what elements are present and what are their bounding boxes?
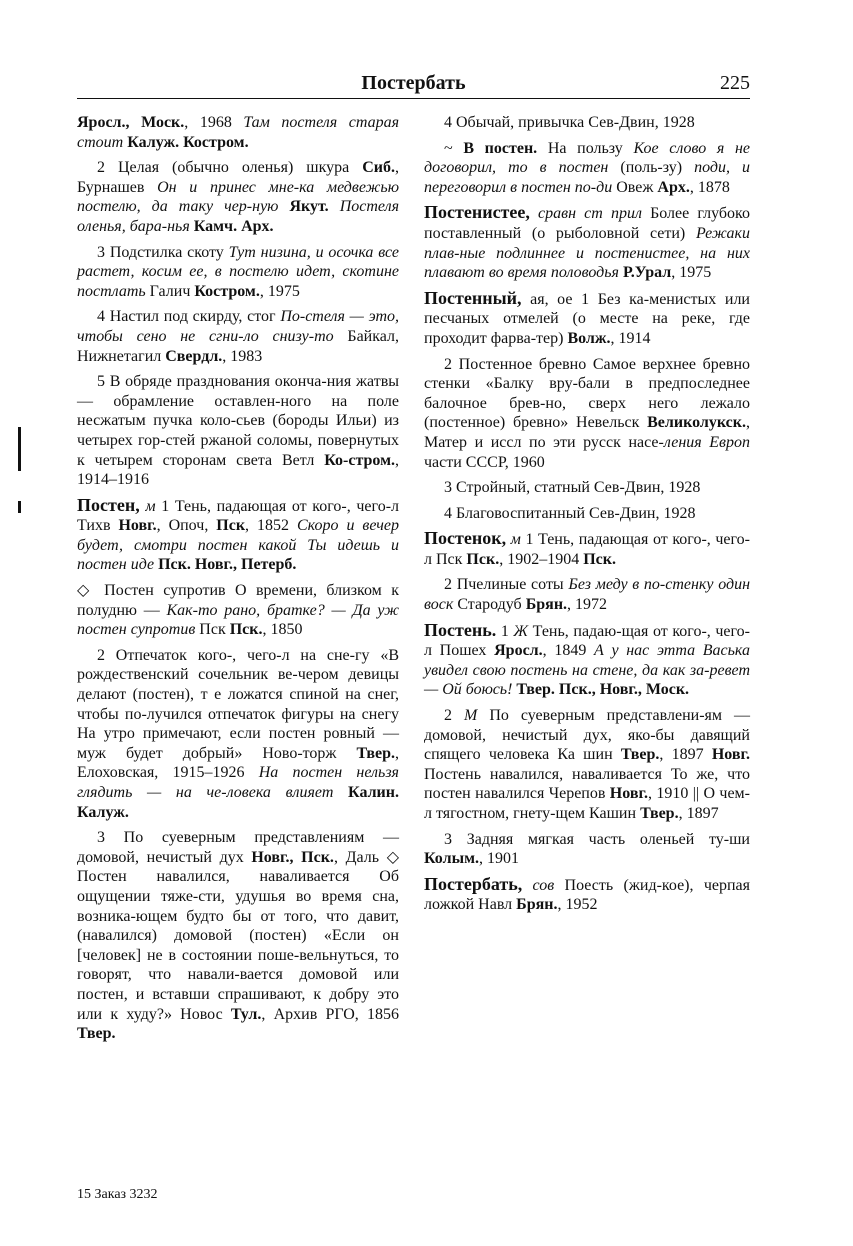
entry-paragraph: 5 В обряде празднования оконча-ния жатвы — обрамление оставлен-ного на поле несжатым пучка коло-сьев (бороды Ильи) из четырех гор-стей ржаной соломы, повернутых к четырем сторонам света Ветл Ко-стром., 1914–1916 — [77, 373, 399, 489]
entry-paragraph: 3 Стройный, статный Сев-Двин, 1928 — [444, 479, 701, 497]
page-footer: 15 Заказ 3232 — [77, 1187, 158, 1202]
entry-paragraph: 2 Постенное бревно Самое верхнее бревно стенки «Балку вру-бали в предпоследнее балочное брев-но, сверх него лежало (постенное) бревно» Невельск Великолукск., Матер и иссл по эти русск насе-ления Европ части СССР, 1960 — [424, 355, 750, 471]
headword-entry: Постербать, сов Поесть (жид-кое), черпая ложкой Навл Брян., 1952 — [424, 873, 751, 914]
entry-paragraph: 4 Настил под скирду, стог По-стеля — это, чтобы сено не сгни-ло снизу-то Байкал, Нижнетагил Свердл., 1983 — [77, 308, 400, 365]
page-number: 225 — [720, 72, 750, 94]
entry-paragraph: 4 Обычай, привычка Сев-Двин, 1928 — [444, 114, 695, 131]
running-head-title: Постербать — [361, 72, 466, 94]
headword-entry: Постенный, ая, ое 1 Без ка-менистых или песчаных отмелей (о месте на реке, где проходит фарва-тер) Волж., 1914 — [424, 287, 750, 347]
margin-mark — [18, 427, 21, 471]
headword-entry: Постенистее, сравн ст прил Более глубоко поставленный (о рыболовной сети) Режаки плав-ные подлиннее и постенистее, на них плавают во время половодья Р.Урал, 1975 — [424, 202, 750, 282]
header-rule — [77, 98, 750, 99]
entry-paragraph: 2 М По суеверным представлени-ям — домовой, нечистый дух, яко-бы давящий спящего человека Ка шин Твер., 1897 Новг. Постень навалился, наваливается То же, что постен навалился Черепов Новг., 1910 || О чем-л тягостном, гнету-щем Кашин Твер., 1897 — [424, 707, 751, 822]
margin-mark — [18, 501, 21, 513]
entry-paragraph: 3 По суеверным представлениям — домовой, нечистый дух Новг., Пск., Даль ◇ Постен навалился, наваливается Об ощущении тяже-сти, удушья во время сна, возника-ющем будто бы от того, что давит, (навалился) домовой (постен) «Если он [человек] не в состоянии поше-вельнуться, то говорят, что навали-вается домовой или постен, и вставши спрашивают, к добру это или к худу?» Новос Тул., Архив РГО, 1856 Твер. — [77, 829, 399, 1043]
entry-paragraph: ~ В постен. На пользу Кое слово я не договорил, то в постен (поль-зу) поди, и переговорил в постен по-ди Овеж Арх., 1878 — [424, 139, 751, 196]
entry-paragraph: 2 Отпечаток кого-, чего-л на сне-гу «В рождественский сочельник ве-чером девицы делают (постен), т е ложатся спиной на снег, чтобы по-лучился отпечаток фигуры на снегу На утро примечают, если постен ровный — муж будет добрый» Ново-торж Твер., Елоховская, 1915–1926 На постен нельзя глядить — на че-ловека влияет Калин. Калуж. — [77, 646, 399, 821]
entry-paragraph: 2 Целая (обычно оленья) шкура Сиб., Бурнашев Он и принес мне-ка медвежью постелю, да таку чер-ную Якут. Постеля оленья, бара-нья Камч. Арх. — [77, 159, 400, 235]
left-column — [77, 113, 399, 1050]
page-header — [77, 70, 750, 98]
entry-paragraph: 4 Благовоспитанный Сев-Двин, 1928 — [444, 504, 696, 522]
entry-paragraph: 2 Пчелиные соты Без меду в по-стенку один воск Стародуб Брян., 1972 — [424, 576, 751, 614]
headword-entry: Постень. 1 Ж Тень, падаю-щая от кого-, чего-л Пошех Яросл., 1849 А у нас этта Васька увидел свою постень на стене, да как за-ревет — Ой боюсь! Твер. Пск., Новг., Моск. — [424, 619, 751, 699]
entry-paragraph: Яросл., Моск., 1968 Там постеля старая стоит Калуж. Костром. — [77, 114, 399, 151]
entry-paragraph: ◇ Постен супротив О времени, близком к полудню — Как-то рано, братке? — Да уж постен супротив Пск Пск., 1850 — [77, 582, 399, 639]
right-column — [424, 113, 750, 921]
headword-entry: Постен, м 1 Тень, падающая от кого-, чего-л Тихв Новг., Опоч, Пск, 1852 Скоро и вечер будет, смотри постен какой Ты идешь и постен иде Пск. Новг., Петерб. — [77, 494, 400, 574]
entry-paragraph: 3 Подстилка скоту Тут низина, и осочка все растет, косим ее, в постелю идет, скотине постлать Галич Костром., 1975 — [77, 243, 399, 300]
headword-entry: Постенок, м 1 Тень, падающая от кого-, чего-л Пск Пск., 1902–1904 Пск. — [424, 528, 750, 568]
entry-paragraph: 3 Задняя мягкая часть оленьей ту-ши Колым., 1901 — [424, 830, 750, 868]
